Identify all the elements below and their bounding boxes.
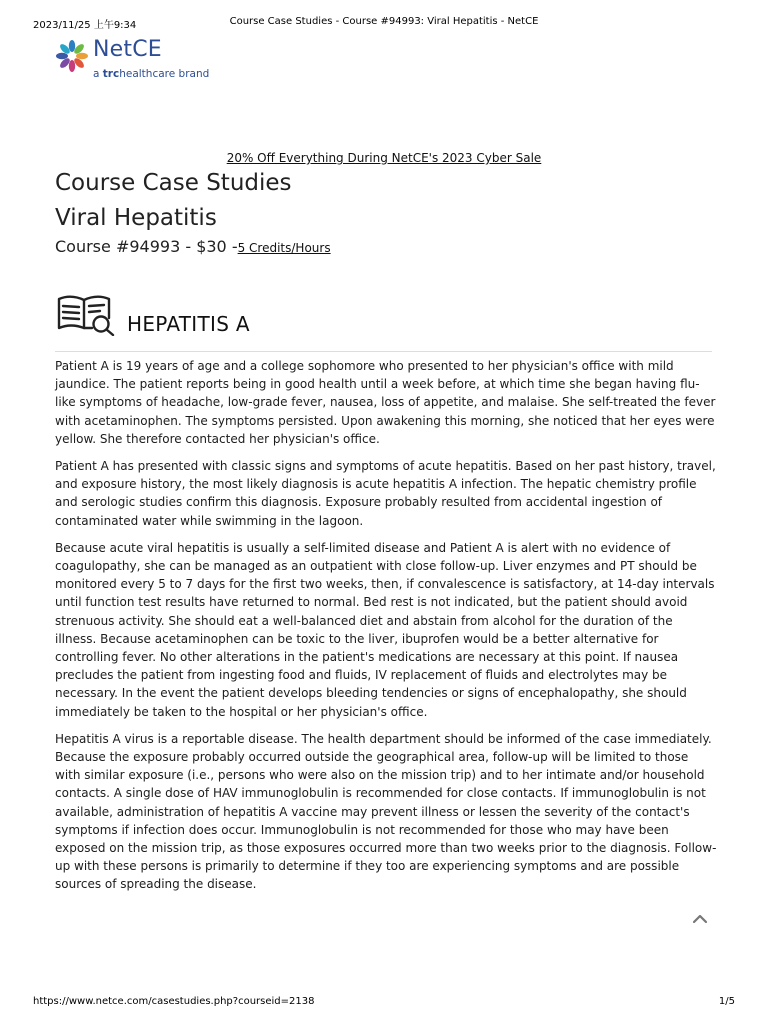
- logo-name: NetCE: [93, 37, 162, 62]
- page-title: Course Case Studies: [55, 170, 292, 196]
- promo-banner: [0, 151, 768, 165]
- tagline-suffix: healthcare brand: [119, 68, 210, 80]
- paragraph: Because acute viral hepatitis is usually a self-limited disease and Patient A is alert with no evidence of coagulopathy, she can be managed as an outpatient with close follow-up. Liver enzymes and PT should be monitored every 5 to 7 days for the first two weeks, then, if convalescence is satisfactory, at 14-day intervals until function test results have returned to normal. Bed rest is not indicated, but the patient should avoid strenuous activity. She should eat a well-balanced diet and abstain from alcohol for the duration of the illness. Because acetaminophen can be toxic to the liver, ibuprofen would be a better alternative for controlling fever. No other alterations in the patient's medications are necessary at this point. If nausea precludes the patient from ingesting food and fluids, IV replacement of fluids and electrolytes may be necessary. In the event the patient develops bleeding tendencies or signs of encephalopathy, she should immediately be taken to the hospital or her physician's office.: [55, 540, 715, 719]
- book-magnifier-icon: [56, 292, 116, 336]
- chevron-up-icon[interactable]: [692, 912, 708, 926]
- page-number: 1/5: [718, 996, 735, 1007]
- promo-link[interactable]: 20% Off Everything During NetCE's 2023 Cyber Sale: [226, 151, 542, 165]
- section-divider: [55, 351, 712, 352]
- course-info: [55, 237, 331, 258]
- course-price-info: Course #94993 - $30 -: [55, 237, 238, 256]
- paragraph: Patient A has presented with classic signs and symptoms of acute hepatitis. Based on her past history, travel, and exposure history, the most likely diagnosis is acute hepatitis A infection. The hepatic chemistry profile and serologic studies confirm this diagnosis. Exposure probably resulted from accidental ingestion of contaminated water while swimming in the lagoon.: [55, 459, 716, 528]
- print-timestamp: 2023/11/25 上午9:34: [33, 20, 137, 31]
- tagline-prefix: a: [93, 68, 103, 80]
- print-url: https://www.netce.com/casestudies.php?courseid=2138: [33, 996, 315, 1007]
- print-page-title: Course Case Studies - Course #94993: Viral Hepatitis - NetCE: [229, 16, 539, 27]
- netce-flower-logo-icon: [54, 38, 90, 74]
- paragraph: Patient A is 19 years of age and a college sophomore who presented to her physician's office with mild jaundice. The patient reports being in good health until a week before, at which time she began having flu-like symptoms of headache, low-grade fever, nausea, loss of appetite, and malaise. She self-treated the fever with acetaminophen. The symptoms persisted. Upon awakening this morning, she noticed that her eyes were yellow. She therefore contacted her physician's office.: [55, 359, 716, 446]
- section-title: HEPATITIS A: [127, 312, 250, 336]
- paragraph: Hepatitis A virus is a reportable disease. The health department should be informed of the case immediately. Because the exposure probably occurred outside the geographical area, follow-up will be limited to those with similar exposure (i.e., persons who were also on the mission trip) and to her intimate and/or household contacts. A single dose of HAV immunoglobulin is recommended for close contacts. If immunoglobulin is not available, administration of hepatitis A vaccine may prevent illness or lessen the severity of the contact's symptoms if infection does occur. Immunoglobulin is not recommended for those who may have been exposed on the mission trip, as those exposures occurred more than two weeks prior to the diagnosis. Follow-up with these persons is primarily to determine if they too are experiencing symptoms and are possible sources of spreading the disease.: [55, 731, 717, 892]
- case-study-content: [55, 357, 717, 903]
- netce-logo[interactable]: [54, 38, 214, 83]
- logo-tagline: [93, 68, 209, 80]
- credits-link[interactable]: 5 Credits/Hours: [237, 241, 331, 255]
- tagline-brand: trc: [102, 68, 120, 80]
- course-subtitle: Viral Hepatitis: [55, 205, 217, 231]
